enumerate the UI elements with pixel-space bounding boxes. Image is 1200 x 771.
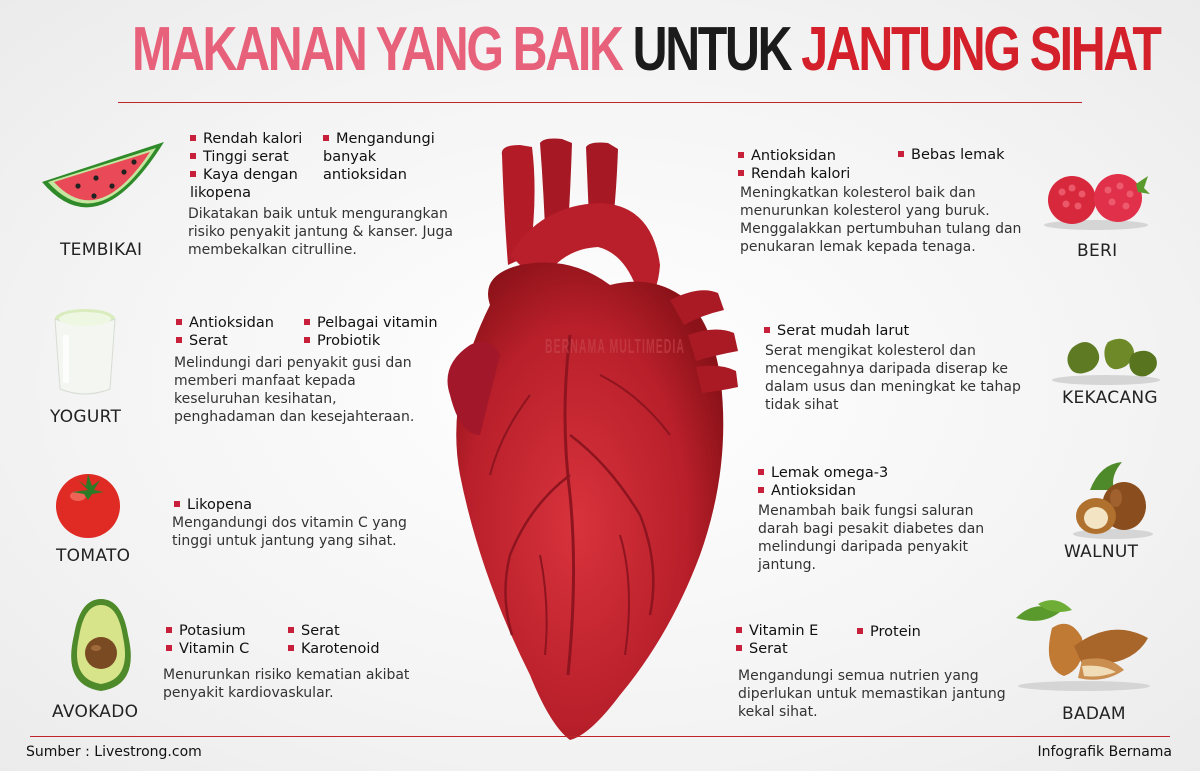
bullet-tomato-1: Likopena: [174, 496, 252, 514]
bullet-yogurt-2: Serat: [176, 332, 228, 350]
food-name-tomato: TOMATO: [56, 546, 131, 566]
source-text: Sumber : Livestrong.com: [26, 744, 202, 760]
bullet-tembikai-3: Kaya dengan likopena: [190, 167, 298, 201]
desc-tembikai: Dikatakan baik untuk mengurangkan risiko penyakit jantung & kanser. Juga membekalkan citrulline.: [188, 206, 453, 258]
raspberry-icon: [1040, 170, 1152, 232]
title-part-2: UNTUK: [632, 15, 791, 84]
food-name-kekacang: KEKACANG: [1062, 388, 1158, 408]
avocado-icon: [62, 595, 140, 695]
desc-yogurt: Melindungi dari penyakit gusi dan memberi manfaat kepada keseluruhan kesihatan, penghadaman dan kesejahteraan.: [174, 355, 415, 425]
desc-avokado: Menurunkan risiko kematian akibat penyakit kardiovaskular.: [163, 667, 410, 701]
food-name-tembikai: TEMBIKAI: [60, 240, 143, 260]
desc-tomato: Mengandungi dos vitamin C yang tinggi untuk jantung yang sihat.: [172, 515, 407, 549]
footer-divider: [30, 736, 1170, 737]
desc-walnut: Menambah baik fungsi saluran darah bagi pesakit diabetes dan melindungi daripada penyakit jantung.: [758, 503, 985, 573]
yogurt-icon: [50, 305, 120, 400]
bullet-avokado-1: Potasium: [166, 622, 246, 640]
bullet-yogurt-4: Probiotik: [304, 332, 380, 350]
title-divider: [118, 102, 1082, 103]
bullet-badam-1: Vitamin E: [736, 622, 818, 640]
bullet-beri-3: Bebas lemak: [898, 146, 1004, 164]
watermelon-icon: [38, 138, 168, 228]
hazelnut-icon: [1070, 460, 1156, 540]
bullet-walnut-1: Lemak omega-3: [758, 464, 888, 482]
bullet-beri-2: Rendah kalori: [738, 165, 850, 183]
bullet-avokado-4: Karotenoid: [288, 640, 380, 658]
bullet-badam-3: Protein: [857, 623, 921, 641]
bullet-yogurt-1: Antioksidan: [176, 314, 274, 332]
food-name-beri: BERI: [1077, 241, 1118, 261]
bullet-beri-1: Antioksidan: [738, 147, 836, 165]
food-name-yogurt: YOGURT: [50, 407, 122, 427]
food-name-badam: BADAM: [1062, 704, 1126, 724]
bullet-kekacang-1: Serat mudah larut: [764, 322, 909, 340]
desc-badam: Mengandungi semua nutrien yang diperlukan untuk memastikan jantung kekal sihat.: [738, 668, 1006, 720]
beans-icon: [1050, 336, 1162, 386]
bullet-avokado-2: Vitamin C: [166, 640, 249, 658]
bullet-yogurt-3: Pelbagai vitamin: [304, 314, 438, 332]
credit-text: Infografik Bernama: [1037, 744, 1172, 760]
almond-icon: [1012, 598, 1156, 694]
title-part-1: MAKANAN YANG BAIK: [132, 15, 622, 84]
bullet-walnut-2: Antioksidan: [758, 482, 856, 500]
bullet-tembikai-4: Mengandungi banyak antioksidan: [323, 131, 435, 183]
bullet-avokado-3: Serat: [288, 622, 340, 640]
title-part-3: JANTUNG SIHAT: [801, 15, 1160, 84]
food-name-avokado: AVOKADO: [52, 702, 139, 722]
bullet-tembikai-2: Tinggi serat: [190, 148, 289, 166]
bullet-badam-2: Serat: [736, 640, 788, 658]
desc-kekacang: Serat mengikat kolesterol dan mencegahnya daripada diserap ke dalam usus dan meningkat ke tahap tidak sihat: [765, 343, 1021, 413]
bullet-tembikai-1: Rendah kalori: [190, 130, 302, 148]
desc-beri: Meningkatkan kolesterol baik dan menurunkan kolesterol yang buruk. Menggalakkan pertumbuhan tulang dan penukaran lemak kepada tenaga.: [740, 185, 1022, 255]
watermark: BERNAMA MULTIMEDIA: [545, 336, 685, 358]
food-name-walnut: WALNUT: [1064, 542, 1139, 562]
page-title: [132, 14, 1160, 85]
tomato-icon: [52, 468, 124, 540]
